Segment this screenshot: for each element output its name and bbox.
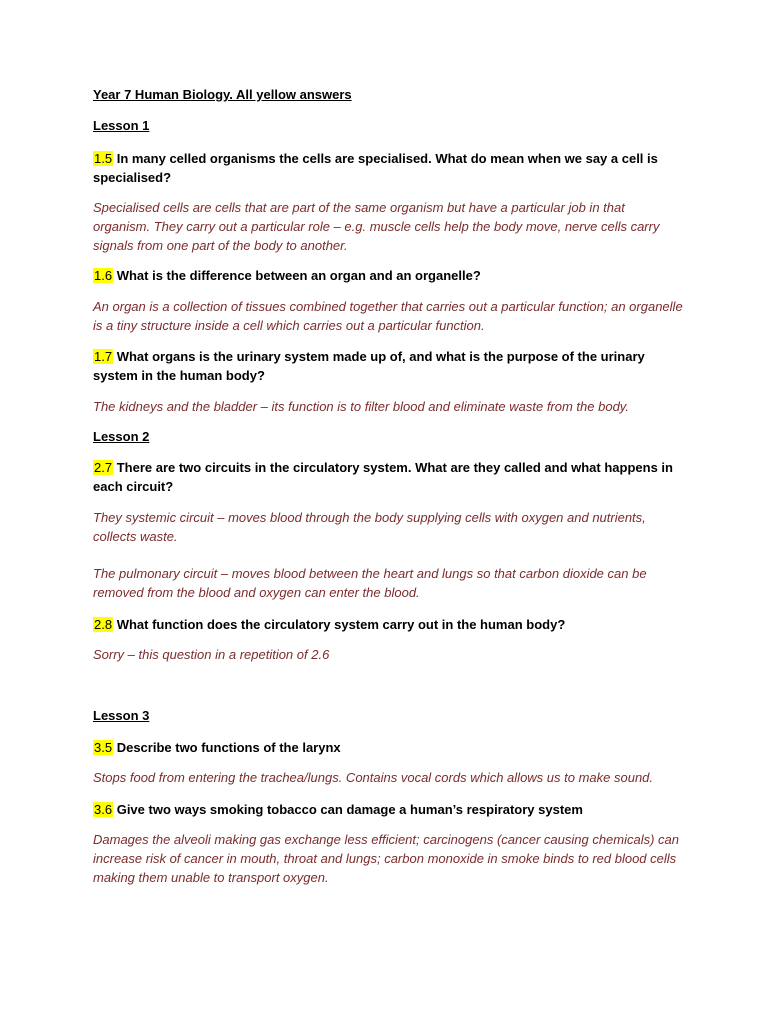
question-1-6: [93, 266, 678, 285]
question-number: 1.7: [94, 349, 113, 364]
question-text: There are two circuits in the circulatory system. What are they called and what happens in each circuit?: [93, 460, 673, 494]
question-text: Give two ways smoking tobacco can damage a human’s respiratory system: [116, 802, 583, 817]
answer-2-7-systemic: They systemic circuit – moves blood through the body supplying cells with oxygen and nutrients, collects waste.: [93, 510, 646, 544]
question-text: What is the difference between an organ and an organelle?: [116, 268, 481, 283]
question-number: 2.8: [94, 617, 113, 632]
answer-3-5: Stops food from entering the trachea/lungs. Contains vocal cords which allows us to make sound.: [93, 770, 654, 785]
question-number: 2.7: [94, 460, 113, 475]
lesson-2-heading: Lesson 2: [93, 429, 150, 444]
question-1-5: [93, 149, 678, 187]
question-3-5: [93, 738, 678, 757]
lesson-3-heading: Lesson 3: [93, 708, 150, 723]
answer-1-6: An organ is a collection of tissues combined together that carries out a particular function; an organelle is a tiny structure inside a cell which carries out a particular function.: [93, 299, 683, 333]
question-text: In many celled organisms the cells are specialised. What do mean when we say a cell is specialised?: [93, 151, 658, 185]
answer-2-8: Sorry – this question in a repetition of 2.6: [93, 647, 330, 662]
question-text: Describe two functions of the larynx: [116, 740, 341, 755]
question-number: 1.6: [94, 268, 113, 283]
question-number: 3.5: [94, 740, 113, 755]
answer-3-6: Damages the alveoli making gas exchange less efficient; carcinogens (cancer causing chemicals) can increase risk of cancer in mouth, throat and lungs; carbon monoxide in smoke binds to red blood cells making them unable to transport oxygen.: [93, 832, 680, 885]
question-2-7: [93, 458, 678, 496]
question-text: What organs is the urinary system made up of, and what is the purpose of the urinary system in the human body?: [93, 349, 645, 383]
question-number: 1.5: [94, 151, 113, 166]
question-number: 3.6: [94, 802, 113, 817]
document-title: Year 7 Human Biology. All yellow answers: [93, 87, 352, 102]
question-2-8: [93, 615, 678, 634]
question-text: What function does the circulatory system carry out in the human body?: [116, 617, 566, 632]
question-1-7: [93, 347, 678, 385]
answer-1-5: Specialised cells are cells that are part of the same organism but have a particular job in that organism. They carry out a particular role – e.g. muscle cells help the body move, nerve cells carry signals from one part of the body to another.: [93, 200, 660, 253]
answer-1-7: The kidneys and the bladder – its function is to filter blood and eliminate waste from the body.: [93, 399, 629, 414]
lesson-1-heading: Lesson 1: [93, 118, 150, 133]
answer-2-7-pulmonary: The pulmonary circuit – moves blood between the heart and lungs so that carbon dioxide can be removed from the blood and oxygen can enter the blood.: [93, 566, 647, 600]
question-3-6: [93, 800, 678, 819]
